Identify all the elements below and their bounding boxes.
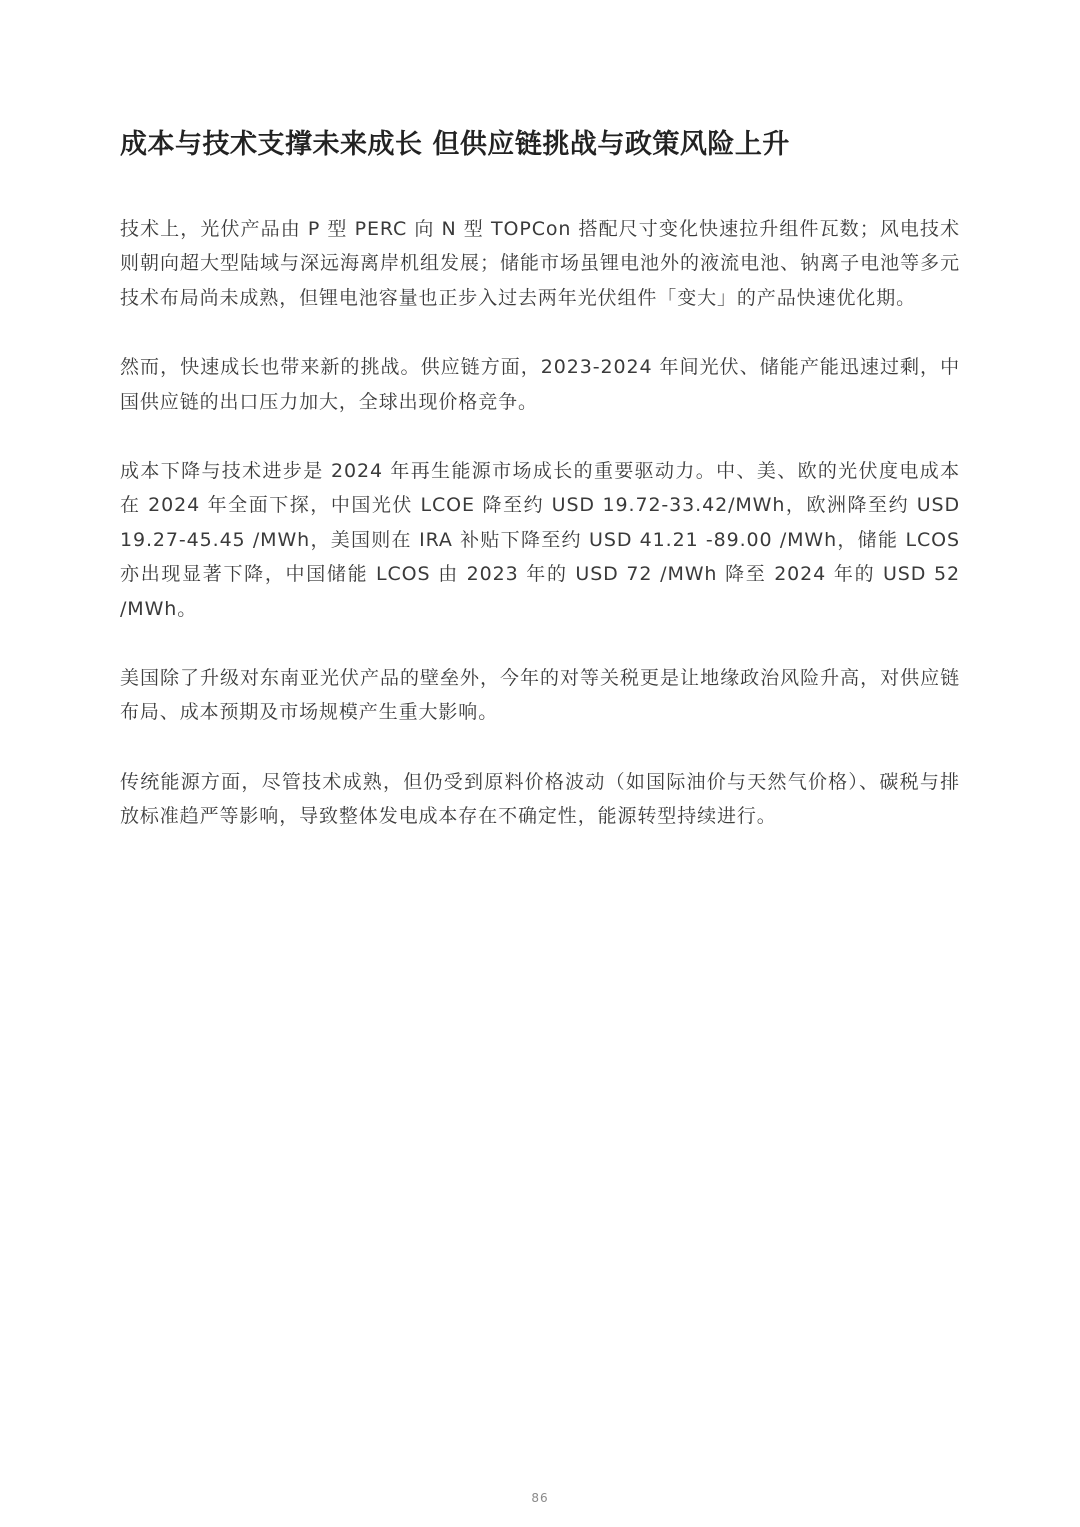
page-title: 成本与技术支撑未来成长 但供应链挑战与政策风险上升 <box>120 129 790 160</box>
body-text <box>120 212 960 869</box>
page-number: 86 <box>531 1491 549 1505</box>
paragraph-traditional-energy: 传统能源方面，尽管技术成熟，但仍受到原料价格波动（如国际油价与天然气价格）、碳税与排放标准趋严等影响，导致整体发电成本存在不确定性，能源转型持续进行。 <box>120 770 960 828</box>
paragraph-tariffs: 美国除了升级对东南亚光伏产品的壁垒外，今年的对等关税更是让地缘政治风险升高，对供应链布局、成本预期及市场规模产生重大影响。 <box>120 667 960 724</box>
paragraph-technology: 技术上，光伏产品由 P 型 PERC 向 N 型 TOPCon 搭配尺寸变化快速拉升组件瓦数；风电技术则朝向超大型陆域与深远海离岸机组发展；储能市场虽锂电池外的液流电池、钠离子电池等多元技术布局尚未成熟，但锂电池容量也正步入过去两年光伏组件「变大」的产品快速优化期。 <box>120 218 960 309</box>
paragraph-supply-chain: 然而，快速成长也带来新的挑战。供应链方面，2023-2024 年间光伏、储能产能迅速过剩，中国供应链的出口压力加大，全球出现价格竞争。 <box>120 356 960 413</box>
paragraph-cost-decline: 成本下降与技术进步是 2024 年再生能源市场成长的重要驱动力。中、美、欧的光伏度电成本在 2024 年全面下探，中国光伏 LCOE 降至约 USD 19.72-33.42/MWh，欧洲降至约 USD 19.27-45.45 /MWh，美国则在 IRA 补贴下降至约 USD 41.21 -89.00 /MWh，储能 LCOS 亦出现显著下降，中国储能 LCOS 由 2023 年的 USD 72 /MWh 降至 2024 年的 USD 52 /MWh。 <box>120 460 960 620</box>
